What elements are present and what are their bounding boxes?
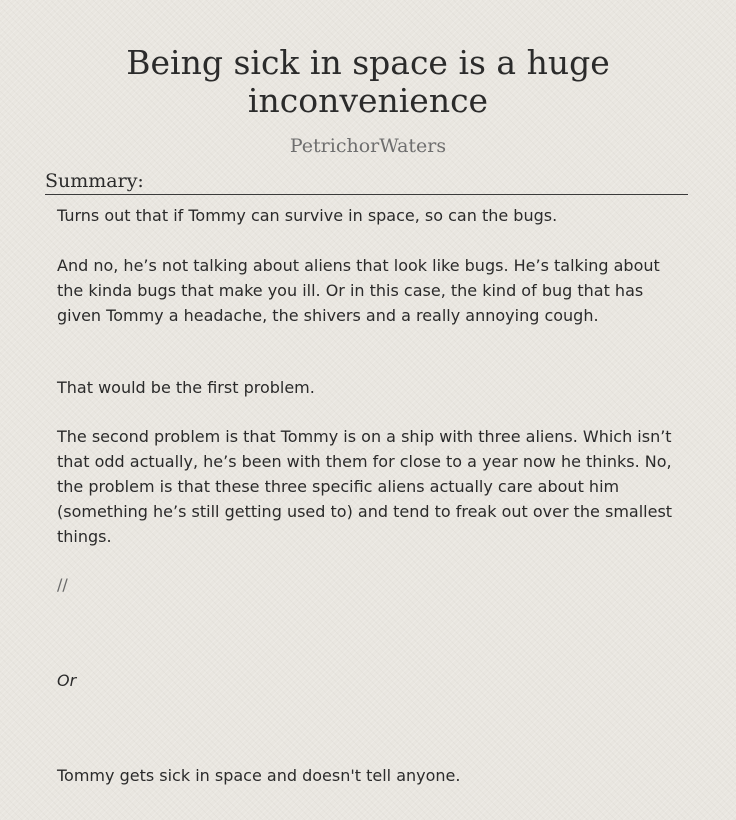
section-divider: // [57,575,68,594]
summary-paragraph-italic: Or [57,671,77,690]
work-title: Being sick in space is a huge inconvenience [126,43,610,120]
summary-paragraph: And no, he’s not talking about aliens that look like bugs. He’s talking about the kinda bugs that make you ill. Or in this case, the kind of bug that has given Tommy a headache, the shivers and a really annoying cough. [57,256,660,325]
author-link[interactable]: PetrichorWaters [289,135,447,157]
summary-heading: Summary: [45,168,688,195]
summary-paragraph: Turns out that if Tommy can survive in space, so can the bugs. [57,206,558,225]
summary-paragraph: That would be the first problem. [57,378,315,397]
summary-paragraph: The second problem is that Tommy is on a ship with three aliens. Which isn’t that odd actually, he’s been with them for close to a year now he thinks. No, the problem is that these three specific aliens actually care about him (something he’s still getting used to) and tend to freak out over the smallest things. [57,427,673,546]
summary-paragraph: Tommy gets sick in space and doesn't tell anyone. [57,766,461,785]
